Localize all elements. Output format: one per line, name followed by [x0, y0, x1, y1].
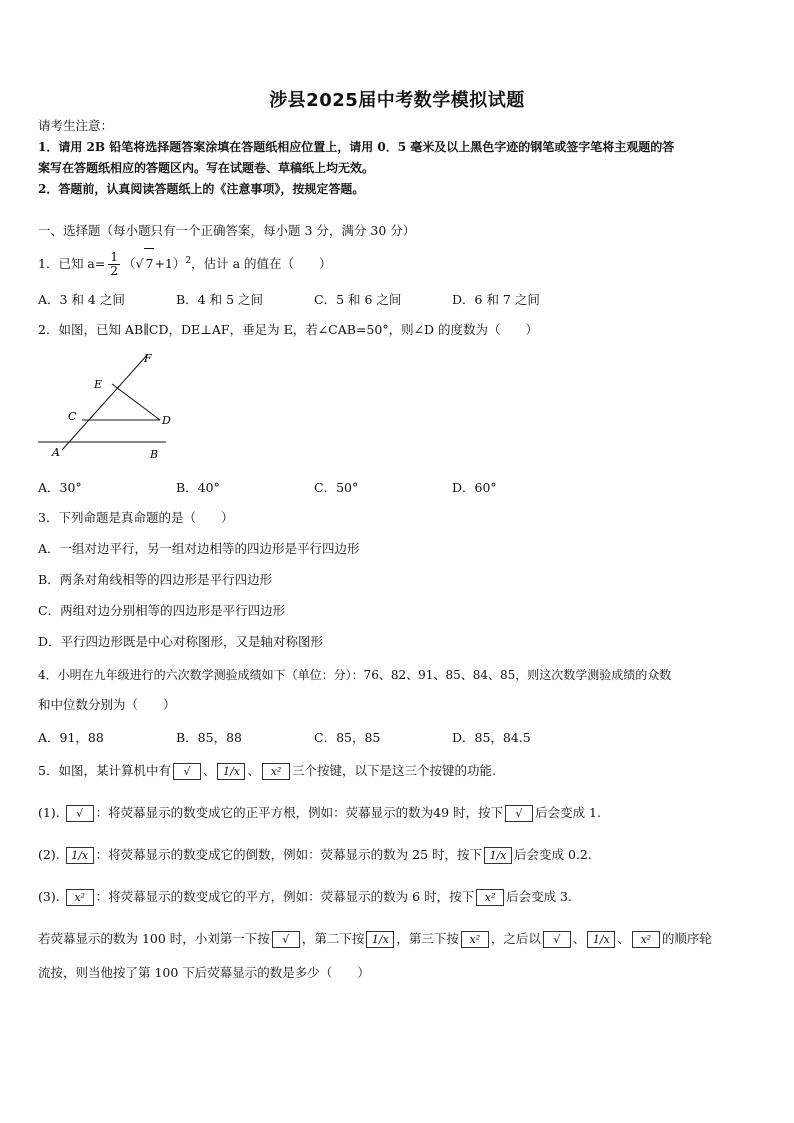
- q5-func1-text: ：将荧幕显示的数变成它的正平方根，例如：荧幕显示的数为49 时，按下: [95, 805, 504, 820]
- square-key-icon: x²: [262, 763, 290, 780]
- q5-intro-suffix: 三个按键，以下是这三个按键的功能.: [292, 763, 496, 778]
- q3-option-c: C．两组对边分别相等的四边形是平行四边形: [38, 603, 286, 618]
- q1-option-c: C．5 和 6 之间: [314, 292, 402, 307]
- q5-part1: 若荧幕显示的数为 100 时，小刘第一下按: [38, 931, 270, 946]
- q5-func1-num: (1).: [38, 805, 60, 820]
- square-key-icon: x²: [632, 931, 660, 948]
- q5-part3: ，第三下按: [396, 931, 459, 946]
- square-key-icon: x²: [461, 931, 489, 948]
- q1-option-d: D．6 和 7 之间: [452, 292, 540, 307]
- label-b: B: [150, 448, 159, 461]
- q5-sep-3: 、: [572, 931, 586, 946]
- label-a: A: [52, 446, 60, 459]
- q3-option-a: A．一组对边平行，另一组对边相等的四边形是平行四边形: [38, 541, 360, 556]
- q5-sep-2: 、: [247, 763, 260, 778]
- q1-frac-den: 2: [110, 264, 118, 279]
- q4-option-d: D．85，84.5: [452, 730, 531, 745]
- section-heading: 一、选择题（每小题只有一个正确答案，每小题 3 分，满分 30 分）: [38, 223, 416, 238]
- question-1-stem: 1．已知 a= $\frac{1}{2}$ （√ 7+1）$^2$，估计 a 的值在（ ）: [38, 250, 332, 279]
- sqrt-key-icon: √: [505, 805, 533, 822]
- line-de: [112, 384, 160, 420]
- q5-question-line2: 流按，则当他按了第 100 下后荧幕显示的数是多少（ ）: [38, 965, 370, 980]
- q5-part5: 的顺序轮: [661, 931, 712, 946]
- q1-sqrt-arg: 7: [144, 248, 154, 279]
- q5-part2: ，第二下按: [301, 931, 365, 946]
- q1-fraction: [108, 251, 120, 278]
- q1-suffix: ，估计 a 的值在（ ）: [191, 256, 332, 272]
- q1-after-sqrt: +1）: [154, 256, 186, 272]
- sqrt-key-icon: √: [543, 931, 571, 948]
- notice-item2: 2．答题前，认真阅读答题纸上的《注意事项》，按规定答题。: [38, 182, 365, 196]
- q2-option-b: B．40°: [176, 480, 220, 495]
- q5-func2-text: ：将荧幕显示的数变成它的倒数，例如：荧幕显示的数为 25 时，按下: [95, 847, 483, 862]
- q1-frac-num: 1: [110, 250, 118, 265]
- question-4-stem-line1: 4．小明在九年级进行的六次数学测验成绩如下（单位：分）：76、82、91、85、84、85，则这次数学测验成绩的众数: [38, 668, 672, 682]
- question-2-stem: 2．如图，已知 AB∥CD，DE⊥AF，垂足为 E，若∠CAB=50°，则∠D 的度数为（ ）: [38, 322, 539, 337]
- exam-title: 涉县2025届中考数学模拟试题: [269, 90, 525, 111]
- q5-func2-num: (2).: [38, 847, 60, 862]
- q5-intro-prefix: 5．如图，某计算机中有: [38, 763, 171, 778]
- reciprocal-key-icon: 1/x: [217, 763, 245, 780]
- question-3-stem: 3．下列命题是真命题的是（ ）: [38, 510, 234, 525]
- square-key-icon: x²: [476, 889, 504, 906]
- q5-sep-1: 、: [202, 763, 216, 778]
- sqrt-key-icon: √: [272, 931, 300, 948]
- sqrt-key-icon: √: [173, 763, 201, 780]
- reciprocal-key-icon: 1/x: [66, 847, 94, 864]
- q2-geometry-figure: [36, 350, 176, 465]
- q3-option-b: B．两条对角线相等的四边形是平行四边形: [38, 572, 273, 587]
- q5-part4: ，之后以: [490, 931, 541, 946]
- reciprocal-key-icon: 1/x: [484, 847, 512, 864]
- line-af: [62, 354, 148, 450]
- notice-heading: 请考生注意：: [38, 118, 114, 133]
- q5-func1-end: 后会变成 1.: [535, 805, 601, 820]
- q5-sep-4: 、: [617, 931, 630, 946]
- q5-func3-end: 后会变成 3.: [506, 889, 572, 904]
- q4-option-c: C．85，85: [314, 730, 381, 745]
- question-4-stem-line2: 和中位数分别为（ ）: [38, 697, 176, 712]
- q2-option-c: C．50°: [314, 480, 359, 495]
- q5-question-line1: [38, 930, 712, 948]
- label-c: C: [68, 410, 77, 423]
- q5-function-1: [38, 804, 601, 822]
- sqrt-key-icon: √: [66, 805, 94, 822]
- q1-open-paren: （: [123, 256, 136, 272]
- label-e: E: [94, 378, 103, 391]
- q2-option-a: A．30°: [38, 480, 82, 495]
- square-key-icon: x²: [66, 889, 94, 906]
- question-5-intro: [38, 762, 496, 780]
- label-f: F: [144, 352, 152, 365]
- q1-option-b: B．4 和 5 之间: [176, 292, 264, 307]
- q5-func3-text: ：将荧幕显示的数变成它的平方，例如：荧幕显示的数为 6 时，按下: [95, 889, 475, 904]
- q3-option-d: D．平行四边形既是中心对称图形，又是轴对称图形: [38, 634, 324, 649]
- reciprocal-key-icon: 1/x: [366, 931, 394, 948]
- notice-item1-line2: 案写在答题纸相应的答题区内。写在试题卷、草稿纸上均无效。: [38, 161, 375, 175]
- notice-item1-line1: 1．请用 2B 铅笔将选择题答案涂填在答题纸相应位置上，请用 0．5 毫米及以上黑色字迹的钢笔或签字笔将主观题的答: [38, 140, 675, 154]
- q5-function-2: [38, 846, 592, 864]
- q5-func3-num: (3).: [38, 889, 60, 904]
- q4-option-a: A．91，88: [38, 730, 104, 745]
- q5-function-3: [38, 888, 572, 906]
- q4-option-b: B．85，88: [176, 730, 242, 745]
- q1-power: 2: [185, 256, 192, 266]
- q2-option-d: D．60°: [452, 480, 497, 495]
- q1-option-a: A．3 和 4 之间: [38, 292, 125, 307]
- q1-prefix: 1．已知 a=: [38, 256, 106, 272]
- reciprocal-key-icon: 1/x: [587, 931, 615, 948]
- q5-func2-end: 后会变成 0.2.: [514, 847, 592, 862]
- label-d: D: [162, 414, 171, 427]
